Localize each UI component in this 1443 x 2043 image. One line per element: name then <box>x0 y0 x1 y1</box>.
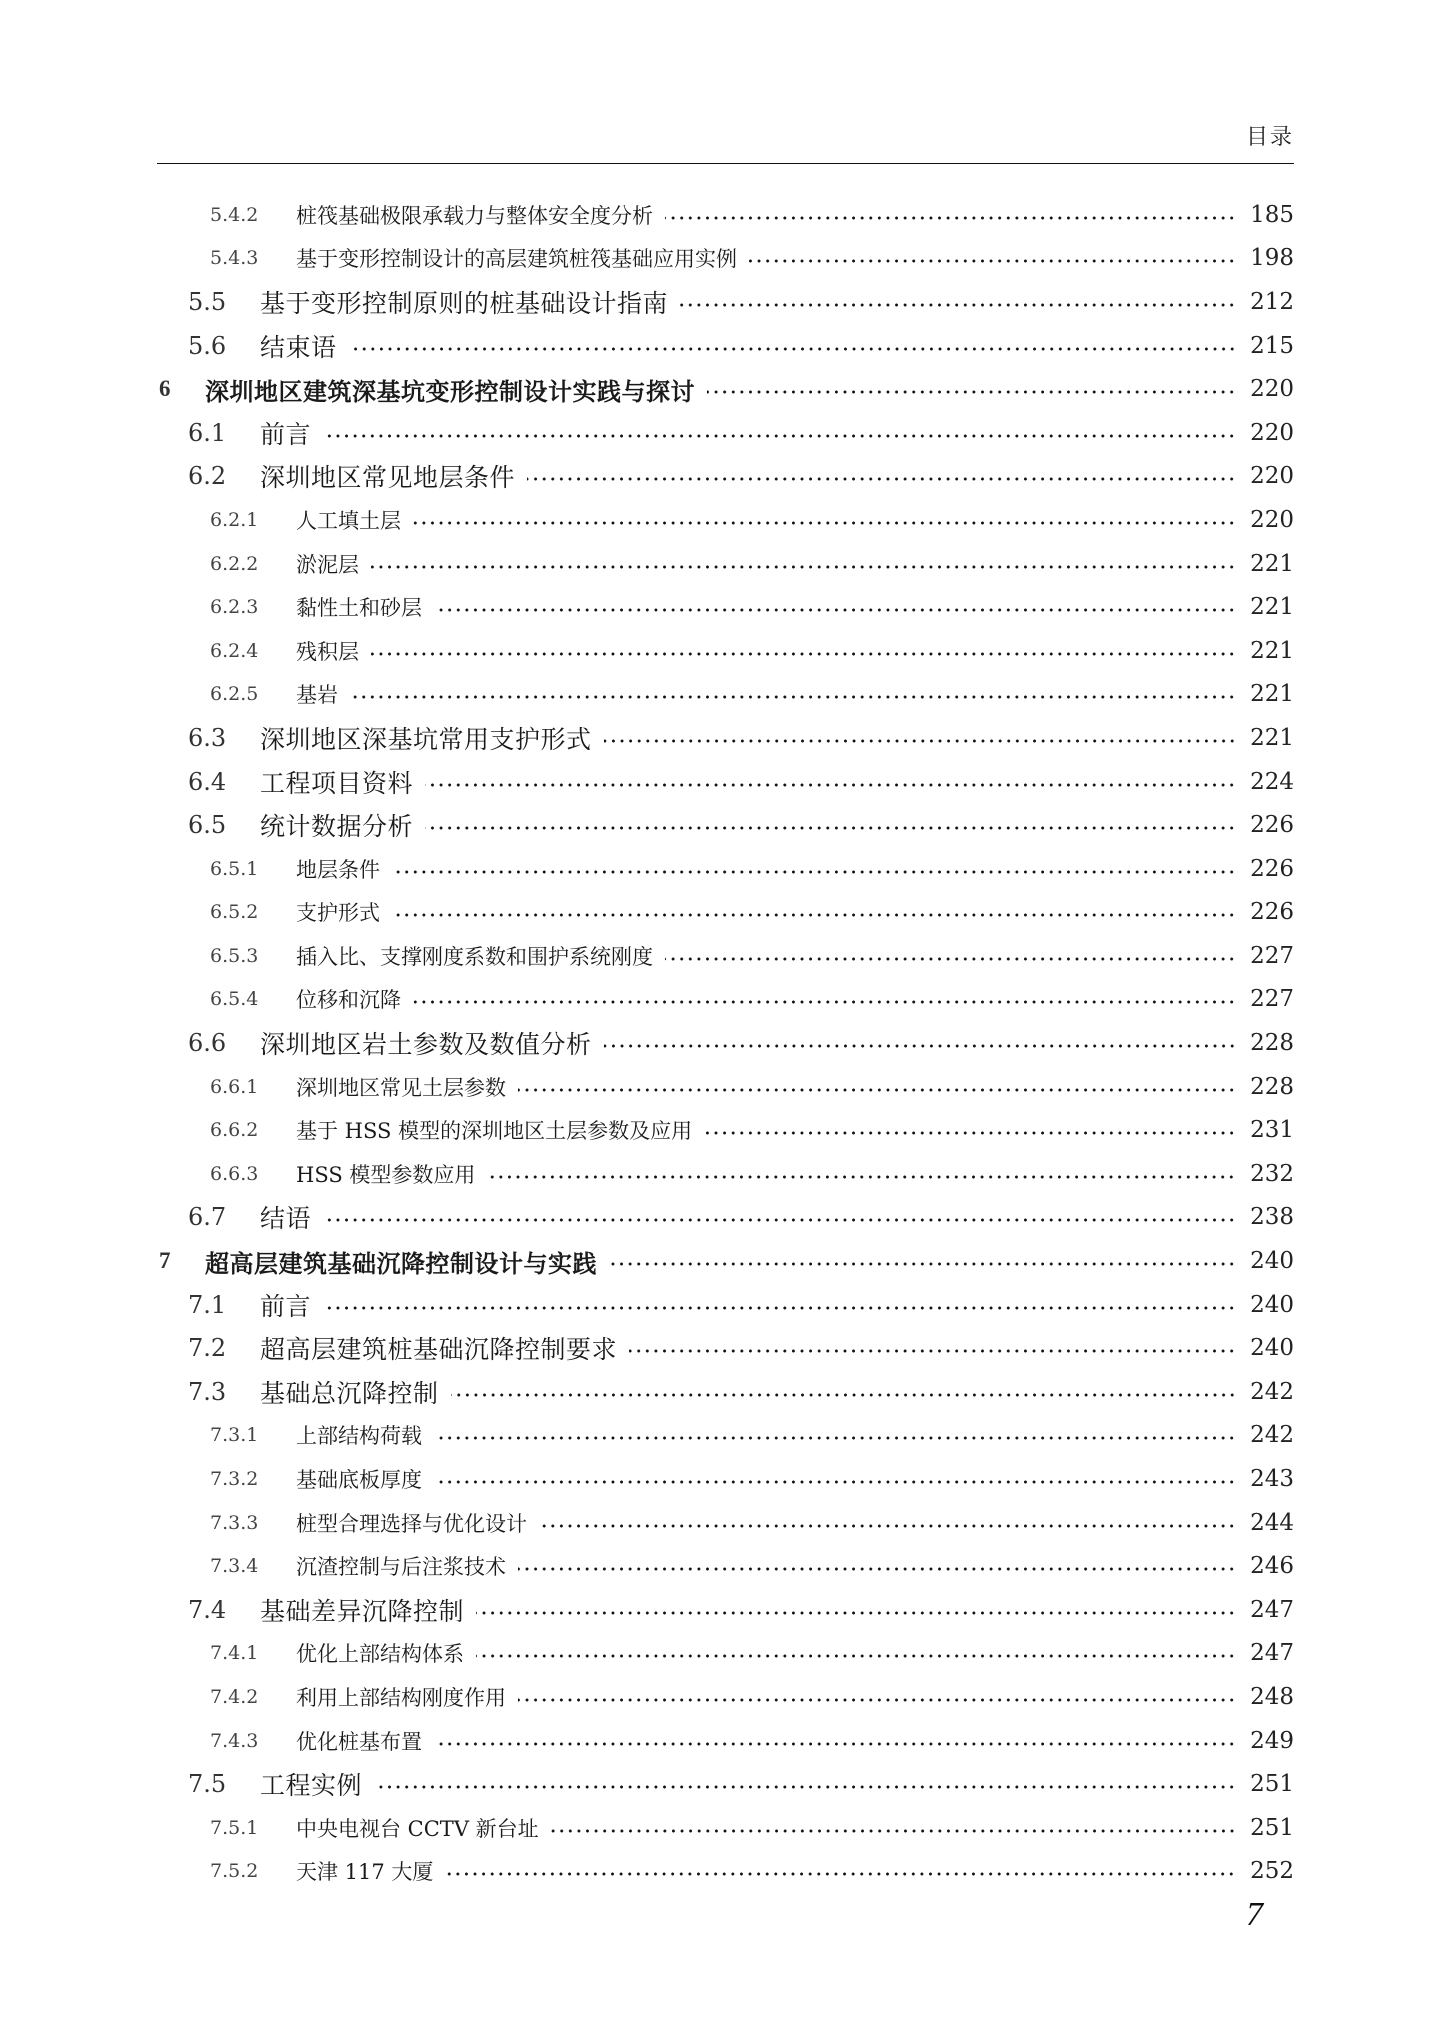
toc-entry-page: 228 <box>1250 1030 1294 1057</box>
toc-entry-title: 优化桩基布置 <box>296 1729 422 1754</box>
dot-leader <box>434 1436 1236 1440</box>
dot-leader <box>434 1480 1236 1484</box>
toc-subsection-entry[interactable] <box>157 1806 1294 1850</box>
dot-leader <box>665 957 1236 961</box>
toc-entry-number: 6.2.1 <box>210 508 259 531</box>
toc-section-entry[interactable] <box>157 760 1294 804</box>
toc-entry-number: 7.3.3 <box>210 1511 259 1534</box>
toc-entry-title: 超高层建筑基础沉降控制设计与实践 <box>205 1249 597 1278</box>
toc-entry-number: 7.4.2 <box>210 1685 259 1708</box>
toc-entry-page: 226 <box>1250 855 1294 882</box>
toc-subsection-entry[interactable] <box>157 1850 1294 1894</box>
toc-entry-page: 246 <box>1250 1553 1294 1580</box>
dot-leader <box>527 477 1236 481</box>
toc-entry-number: 6.2.3 <box>210 596 259 619</box>
toc-entry-page: 220 <box>1250 506 1294 533</box>
toc-entry-number: 6.6.2 <box>210 1119 259 1142</box>
toc-entry-page: 227 <box>1250 986 1294 1013</box>
toc-subsection-entry[interactable] <box>157 1719 1294 1763</box>
dot-leader <box>604 1044 1236 1048</box>
toc-entry-title: 工程实例 <box>260 1771 363 1801</box>
toc-entry-page: 227 <box>1250 942 1294 969</box>
toc-entry-number: 7.4.3 <box>210 1729 259 1752</box>
toc-subsection-entry[interactable] <box>157 1457 1294 1501</box>
toc-subsection-entry[interactable] <box>157 1414 1294 1458</box>
toc-entry-number: 6.6.3 <box>210 1162 259 1185</box>
page-number: 7 <box>1246 1896 1263 1933</box>
toc-entry-number: 6.5.1 <box>210 857 259 880</box>
toc-entry-page: 240 <box>1250 1248 1294 1275</box>
toc-entry-title: 中央电视台 CCTV 新台址 <box>296 1816 539 1841</box>
dot-leader <box>392 913 1236 917</box>
toc-entry-number: 5.4.2 <box>210 203 259 226</box>
toc-entry-title: 沉渣控制与后注浆技术 <box>296 1555 506 1580</box>
toc-subsection-entry[interactable] <box>157 934 1294 978</box>
toc-entry-number: 6.2.4 <box>210 639 259 662</box>
toc-entry-title: 天津 117 大厦 <box>296 1860 434 1885</box>
toc-entry-title: 深圳地区深基坑常用支护形式 <box>260 724 592 754</box>
toc-section-entry[interactable] <box>157 716 1294 760</box>
toc-subsection-entry[interactable] <box>157 498 1294 542</box>
dot-leader <box>434 608 1236 612</box>
toc-entry-page: 242 <box>1250 1422 1294 1449</box>
toc-entry-page: 221 <box>1250 724 1294 751</box>
toc-entry-title: 结语 <box>260 1204 312 1234</box>
toc-section-entry[interactable] <box>157 1588 1294 1632</box>
header-rule <box>157 163 1294 164</box>
dot-leader <box>665 216 1236 220</box>
toc-entry-title: 基于变形控制原则的桩基础设计指南 <box>260 288 669 318</box>
toc-entry-page: 238 <box>1250 1204 1294 1231</box>
toc-entry-page: 232 <box>1250 1160 1294 1187</box>
toc-entry-title: 利用上部结构刚度作用 <box>296 1685 506 1710</box>
toc-entry-page: 251 <box>1250 1814 1294 1841</box>
toc-subsection-entry[interactable] <box>157 1632 1294 1676</box>
toc-entry-page: 244 <box>1250 1509 1294 1536</box>
toc-entry-title: 残积层 <box>296 639 359 664</box>
dot-leader <box>425 826 1236 830</box>
toc-entry-title: 地层条件 <box>296 857 380 882</box>
toc-section-entry[interactable] <box>157 1762 1294 1806</box>
toc-entry-title: 统计数据分析 <box>260 812 414 842</box>
toc-entry-page: 240 <box>1250 1291 1294 1318</box>
toc-section-entry[interactable] <box>157 1370 1294 1414</box>
dot-leader <box>749 259 1236 263</box>
toc-entry-number: 6.2.5 <box>210 683 259 706</box>
dot-leader <box>349 347 1236 351</box>
toc-subsection-entry[interactable] <box>157 542 1294 586</box>
toc-subsection-entry[interactable] <box>157 891 1294 935</box>
toc-entry-title: 基于变形控制设计的高层建筑桩筏基础应用实例 <box>296 247 737 272</box>
toc-section-entry[interactable] <box>157 280 1294 324</box>
toc-entry-page: 224 <box>1250 768 1294 795</box>
dot-leader <box>425 783 1236 787</box>
dot-leader <box>451 1393 1236 1397</box>
toc-subsection-entry[interactable] <box>157 1675 1294 1719</box>
toc-entry-number: 6.2.2 <box>210 552 259 575</box>
toc-entry-number: 5.4.3 <box>210 247 259 270</box>
toc-subsection-entry[interactable] <box>157 1065 1294 1109</box>
toc-entry-page: 249 <box>1250 1727 1294 1754</box>
toc-entry-number: 6 <box>159 376 171 402</box>
toc-entry-number: 6.1 <box>188 418 227 447</box>
dot-leader <box>413 1000 1236 1004</box>
toc-entry-page: 228 <box>1250 1073 1294 1100</box>
dot-leader <box>629 1349 1236 1353</box>
toc-entry-page: 185 <box>1250 201 1294 228</box>
dot-leader <box>374 1785 1236 1789</box>
dot-leader <box>551 1829 1236 1833</box>
toc-entry-page: 240 <box>1250 1335 1294 1362</box>
toc-entry-page: 220 <box>1250 463 1294 490</box>
toc-entry-title: 前言 <box>260 1291 312 1321</box>
toc-entry-page: 221 <box>1250 594 1294 621</box>
toc-entry-title: 桩筏基础极限承载力与整体安全度分析 <box>296 203 653 228</box>
toc-entry-title: 深圳地区岩土参数及数值分析 <box>260 1030 592 1060</box>
toc-entry-number: 7.4.1 <box>210 1642 259 1665</box>
toc-entry-number: 6.3 <box>188 723 227 752</box>
toc-subsection-entry[interactable] <box>157 847 1294 891</box>
toc-entry-number: 5.6 <box>188 331 227 360</box>
toc-entry-page: 252 <box>1250 1858 1294 1885</box>
toc-entry-title: 工程项目资料 <box>260 768 414 798</box>
toc-section-entry[interactable] <box>157 1283 1294 1327</box>
toc-subsection-entry[interactable] <box>157 585 1294 629</box>
toc-section-entry[interactable] <box>157 1326 1294 1370</box>
toc-entry-number: 6.2 <box>188 462 227 491</box>
toc-entry-title: 基础底板厚度 <box>296 1468 422 1493</box>
toc-entry-number: 5.5 <box>188 287 227 316</box>
toc-section-entry[interactable] <box>157 1021 1294 1065</box>
toc-entry-title: 超高层建筑桩基础沉降控制要求 <box>260 1335 618 1365</box>
toc-entry-page: 248 <box>1250 1683 1294 1710</box>
toc-entry-title: 结束语 <box>260 332 337 362</box>
dot-leader <box>704 1131 1236 1135</box>
toc-subsection-entry[interactable] <box>157 1152 1294 1196</box>
toc-section-entry[interactable] <box>157 803 1294 847</box>
toc-entry-number: 6.5.3 <box>210 944 259 967</box>
toc-entry-number: 6.5 <box>188 811 227 840</box>
dot-leader <box>487 1175 1236 1179</box>
dot-leader <box>680 303 1236 307</box>
toc-entry-title: 支护形式 <box>296 901 380 926</box>
toc-entry-page: 242 <box>1250 1378 1294 1405</box>
toc-entry-title: 前言 <box>260 419 312 449</box>
dot-leader <box>434 1742 1236 1746</box>
toc-entry-title: 基岩 <box>296 683 338 708</box>
toc-subsection-entry[interactable] <box>157 237 1294 281</box>
dot-leader <box>518 1567 1236 1571</box>
toc-subsection-entry[interactable] <box>157 1501 1294 1545</box>
toc-entry-number: 6.6 <box>188 1029 227 1058</box>
toc-entry-page: 215 <box>1250 332 1294 359</box>
dot-leader <box>392 870 1236 874</box>
toc-entry-number: 7.5.2 <box>210 1860 259 1883</box>
toc-entry-title: 插入比、支撑刚度系数和围护系统刚度 <box>296 944 653 969</box>
toc-entry-title: 基础总沉降控制 <box>260 1378 439 1408</box>
toc-entry-number: 7.4 <box>188 1595 227 1624</box>
toc-entry-title: 优化上部结构体系 <box>296 1642 464 1667</box>
toc-entry-number: 7.3.4 <box>210 1555 259 1578</box>
dot-leader <box>518 1698 1236 1702</box>
toc-entry-number: 7.3.1 <box>210 1424 259 1447</box>
toc-entry-page: 221 <box>1250 681 1294 708</box>
toc-entry-page: 247 <box>1250 1640 1294 1667</box>
toc-entry-title: 基础差异沉降控制 <box>260 1596 465 1626</box>
toc-section-entry[interactable] <box>157 1196 1294 1240</box>
toc-entry-title: 位移和沉降 <box>296 988 401 1013</box>
toc-entry-title: HSS 模型参数应用 <box>296 1162 476 1187</box>
toc-entry-page: 251 <box>1250 1771 1294 1798</box>
dot-leader <box>707 390 1236 394</box>
toc-entry-number: 6.5.4 <box>210 988 259 1011</box>
toc-chapter-entry[interactable] <box>157 367 1294 411</box>
toc-entry-number: 6.6.1 <box>210 1075 259 1098</box>
toc-entry-title: 人工填土层 <box>296 508 401 533</box>
table-of-contents <box>157 193 1294 1893</box>
dot-leader <box>323 1218 1236 1222</box>
toc-entry-title: 深圳地区常见土层参数 <box>296 1075 506 1100</box>
toc-subsection-entry[interactable] <box>157 673 1294 717</box>
dot-leader <box>350 695 1236 699</box>
toc-entry-title: 上部结构荷载 <box>296 1424 422 1449</box>
toc-subsection-entry[interactable] <box>157 1544 1294 1588</box>
toc-subsection-entry[interactable] <box>157 1108 1294 1152</box>
toc-entry-page: 221 <box>1250 550 1294 577</box>
running-head: 目录 <box>1245 125 1294 150</box>
toc-subsection-entry[interactable] <box>157 978 1294 1022</box>
toc-entry-page: 226 <box>1250 812 1294 839</box>
toc-entry-number: 7.5.1 <box>210 1816 259 1839</box>
toc-entry-number: 7.2 <box>188 1334 227 1363</box>
dot-leader <box>609 1262 1236 1266</box>
dot-leader <box>518 1088 1236 1092</box>
dot-leader <box>539 1524 1236 1528</box>
dot-leader <box>323 1306 1236 1310</box>
toc-subsection-entry[interactable] <box>157 629 1294 673</box>
toc-entry-page: 243 <box>1250 1466 1294 1493</box>
toc-entry-page: 212 <box>1250 288 1294 315</box>
toc-entry-page: 220 <box>1250 419 1294 446</box>
dot-leader <box>476 1654 1236 1658</box>
dot-leader <box>604 739 1236 743</box>
dot-leader <box>413 521 1236 525</box>
toc-entry-title: 深圳地区建筑深基坑变形控制设计实践与探讨 <box>205 377 695 406</box>
toc-entry-number: 7.1 <box>188 1290 227 1319</box>
toc-subsection-entry[interactable] <box>157 193 1294 237</box>
toc-entry-page: 221 <box>1250 637 1294 664</box>
toc-entry-number: 7.3.2 <box>210 1468 259 1491</box>
toc-section-entry[interactable] <box>157 411 1294 455</box>
toc-entry-page: 231 <box>1250 1117 1294 1144</box>
toc-entry-title: 淤泥层 <box>296 552 359 577</box>
dot-leader <box>371 565 1236 569</box>
toc-entry-number: 7.5 <box>188 1770 227 1799</box>
toc-entry-page: 226 <box>1250 899 1294 926</box>
toc-entry-number: 6.7 <box>188 1203 227 1232</box>
toc-entry-title: 基于 HSS 模型的深圳地区土层参数及应用 <box>296 1119 693 1144</box>
dot-leader <box>445 1872 1236 1876</box>
toc-entry-number: 7.3 <box>188 1377 227 1406</box>
toc-entry-title: 桩型合理选择与优化设计 <box>296 1511 527 1536</box>
toc-section-entry[interactable] <box>157 455 1294 499</box>
toc-entry-title: 深圳地区常见地层条件 <box>260 463 516 493</box>
toc-section-entry[interactable] <box>157 324 1294 368</box>
toc-entry-number: 6.4 <box>188 767 227 796</box>
toc-entry-page: 247 <box>1250 1596 1294 1623</box>
toc-chapter-entry[interactable] <box>157 1239 1294 1283</box>
dot-leader <box>476 1611 1236 1615</box>
toc-entry-page: 220 <box>1250 376 1294 403</box>
toc-entry-number: 7 <box>159 1248 171 1274</box>
toc-entry-page: 198 <box>1250 245 1294 272</box>
dot-leader <box>323 434 1236 438</box>
toc-entry-title: 黏性土和砂层 <box>296 596 422 621</box>
toc-entry-number: 6.5.2 <box>210 901 259 924</box>
dot-leader <box>371 652 1236 656</box>
